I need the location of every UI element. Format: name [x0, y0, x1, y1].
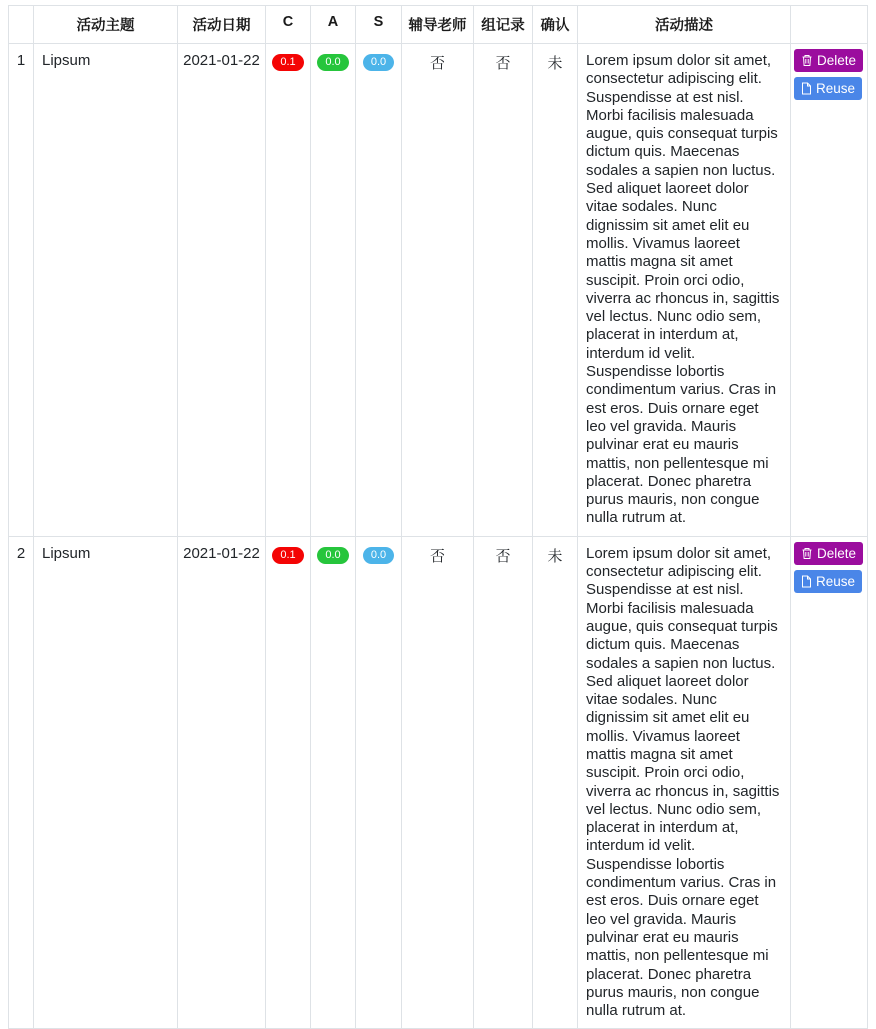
row-number: 2	[9, 536, 34, 1029]
a-score-badge: 0.0	[317, 547, 348, 564]
a-score-cell	[311, 44, 356, 537]
c-score-badge: 0.1	[272, 547, 303, 564]
header-activity-date: 活动日期	[178, 6, 266, 44]
activity-date-cell: 2021-01-22	[178, 536, 266, 1029]
table-row	[9, 44, 868, 537]
activity-topic-cell: Lipsum	[34, 536, 178, 1029]
reuse-button[interactable]	[794, 77, 862, 100]
tutor-cell: 否	[402, 44, 474, 537]
activity-description-cell: Lorem ipsum dolor sit amet, consectetur adipiscing elit. Suspendisse at est nisl. Morbi facilisis malesuada augue, quis consequat turpis dictum quis. Maecenas sodales a sapien non luctus. Sed aliquet laoreet dolor vitae sodales. Nunc dignissim sit amet elit eu mollis. Vivamus laoreet mattis magna sit amet suscipit. Proin orci odio, viverra ac rhoncus in, sagittis vel lectus. Nunc odio sem, placerat in interdum at, interdum id velit. Suspendisse lobortis condimentum varius. Cras in est eros. Duis ornare eget leo vel gravida. Mauris pulvinar erat eu mauris mattis, non pellentesque mi placerat. Donec pharetra purus mauris, non congue nulla rutrum at.	[578, 44, 791, 537]
header-tutor: 辅导老师	[402, 6, 474, 44]
header-confirm: 确认	[533, 6, 578, 44]
trash-icon	[801, 54, 813, 67]
s-score-badge: 0.0	[363, 54, 394, 71]
a-score-cell	[311, 536, 356, 1029]
header-group-record: 组记录	[474, 6, 533, 44]
header-activity-description: 活动描述	[578, 6, 791, 44]
activity-table	[8, 5, 868, 1029]
delete-button-label: Delete	[817, 53, 857, 68]
confirm-cell: 未	[533, 44, 578, 537]
delete-button[interactable]	[794, 49, 863, 72]
reuse-button[interactable]	[794, 570, 862, 593]
actions-cell	[791, 536, 868, 1029]
header-a: A	[311, 6, 356, 44]
header-c: C	[266, 6, 311, 44]
header-activity-topic: 活动主题	[34, 6, 178, 44]
file-icon	[801, 575, 812, 588]
s-score-badge: 0.0	[363, 547, 394, 564]
reuse-button-label: Reuse	[816, 573, 856, 589]
header-s: S	[356, 6, 402, 44]
s-score-cell	[356, 44, 402, 537]
trash-icon	[801, 547, 813, 560]
delete-button-label: Delete	[817, 545, 857, 561]
actions-cell	[791, 44, 868, 537]
row-number: 1	[9, 44, 34, 537]
confirm-cell: 未	[533, 536, 578, 1029]
delete-button[interactable]	[794, 542, 863, 565]
file-icon	[801, 82, 812, 95]
c-score-badge: 0.1	[272, 54, 303, 71]
a-score-badge: 0.0	[317, 54, 348, 71]
header-row	[9, 6, 868, 44]
activity-topic-cell: Lipsum	[34, 44, 178, 537]
activity-date-cell: 2021-01-22	[178, 44, 266, 537]
c-score-cell	[266, 44, 311, 537]
header-actions	[791, 6, 868, 44]
group-record-cell: 否	[474, 44, 533, 537]
table-row	[9, 536, 868, 1029]
tutor-cell: 否	[402, 536, 474, 1029]
activity-description-cell: Lorem ipsum dolor sit amet, consectetur adipiscing elit. Suspendisse at est nisl. Morbi facilisis malesuada augue, quis consequat turpis dictum quis. Maecenas sodales a sapien non luctus. Sed aliquet laoreet dolor vitae sodales. Nunc dignissim sit amet elit eu mollis. Vivamus laoreet mattis magna sit amet suscipit. Proin orci odio, viverra ac rhoncus in, sagittis vel lectus. Nunc odio sem, placerat in interdum at, interdum id velit. Suspendisse lobortis condimentum varius. Cras in est eros. Duis ornare eget leo vel gravida. Mauris pulvinar erat eu mauris mattis, non pellentesque mi placerat. Donec pharetra purus mauris, non congue nulla rutrum at.	[578, 536, 791, 1029]
c-score-cell	[266, 536, 311, 1029]
group-record-cell: 否	[474, 536, 533, 1029]
s-score-cell	[356, 536, 402, 1029]
reuse-button-label: Reuse	[816, 81, 856, 96]
header-index	[9, 6, 34, 44]
